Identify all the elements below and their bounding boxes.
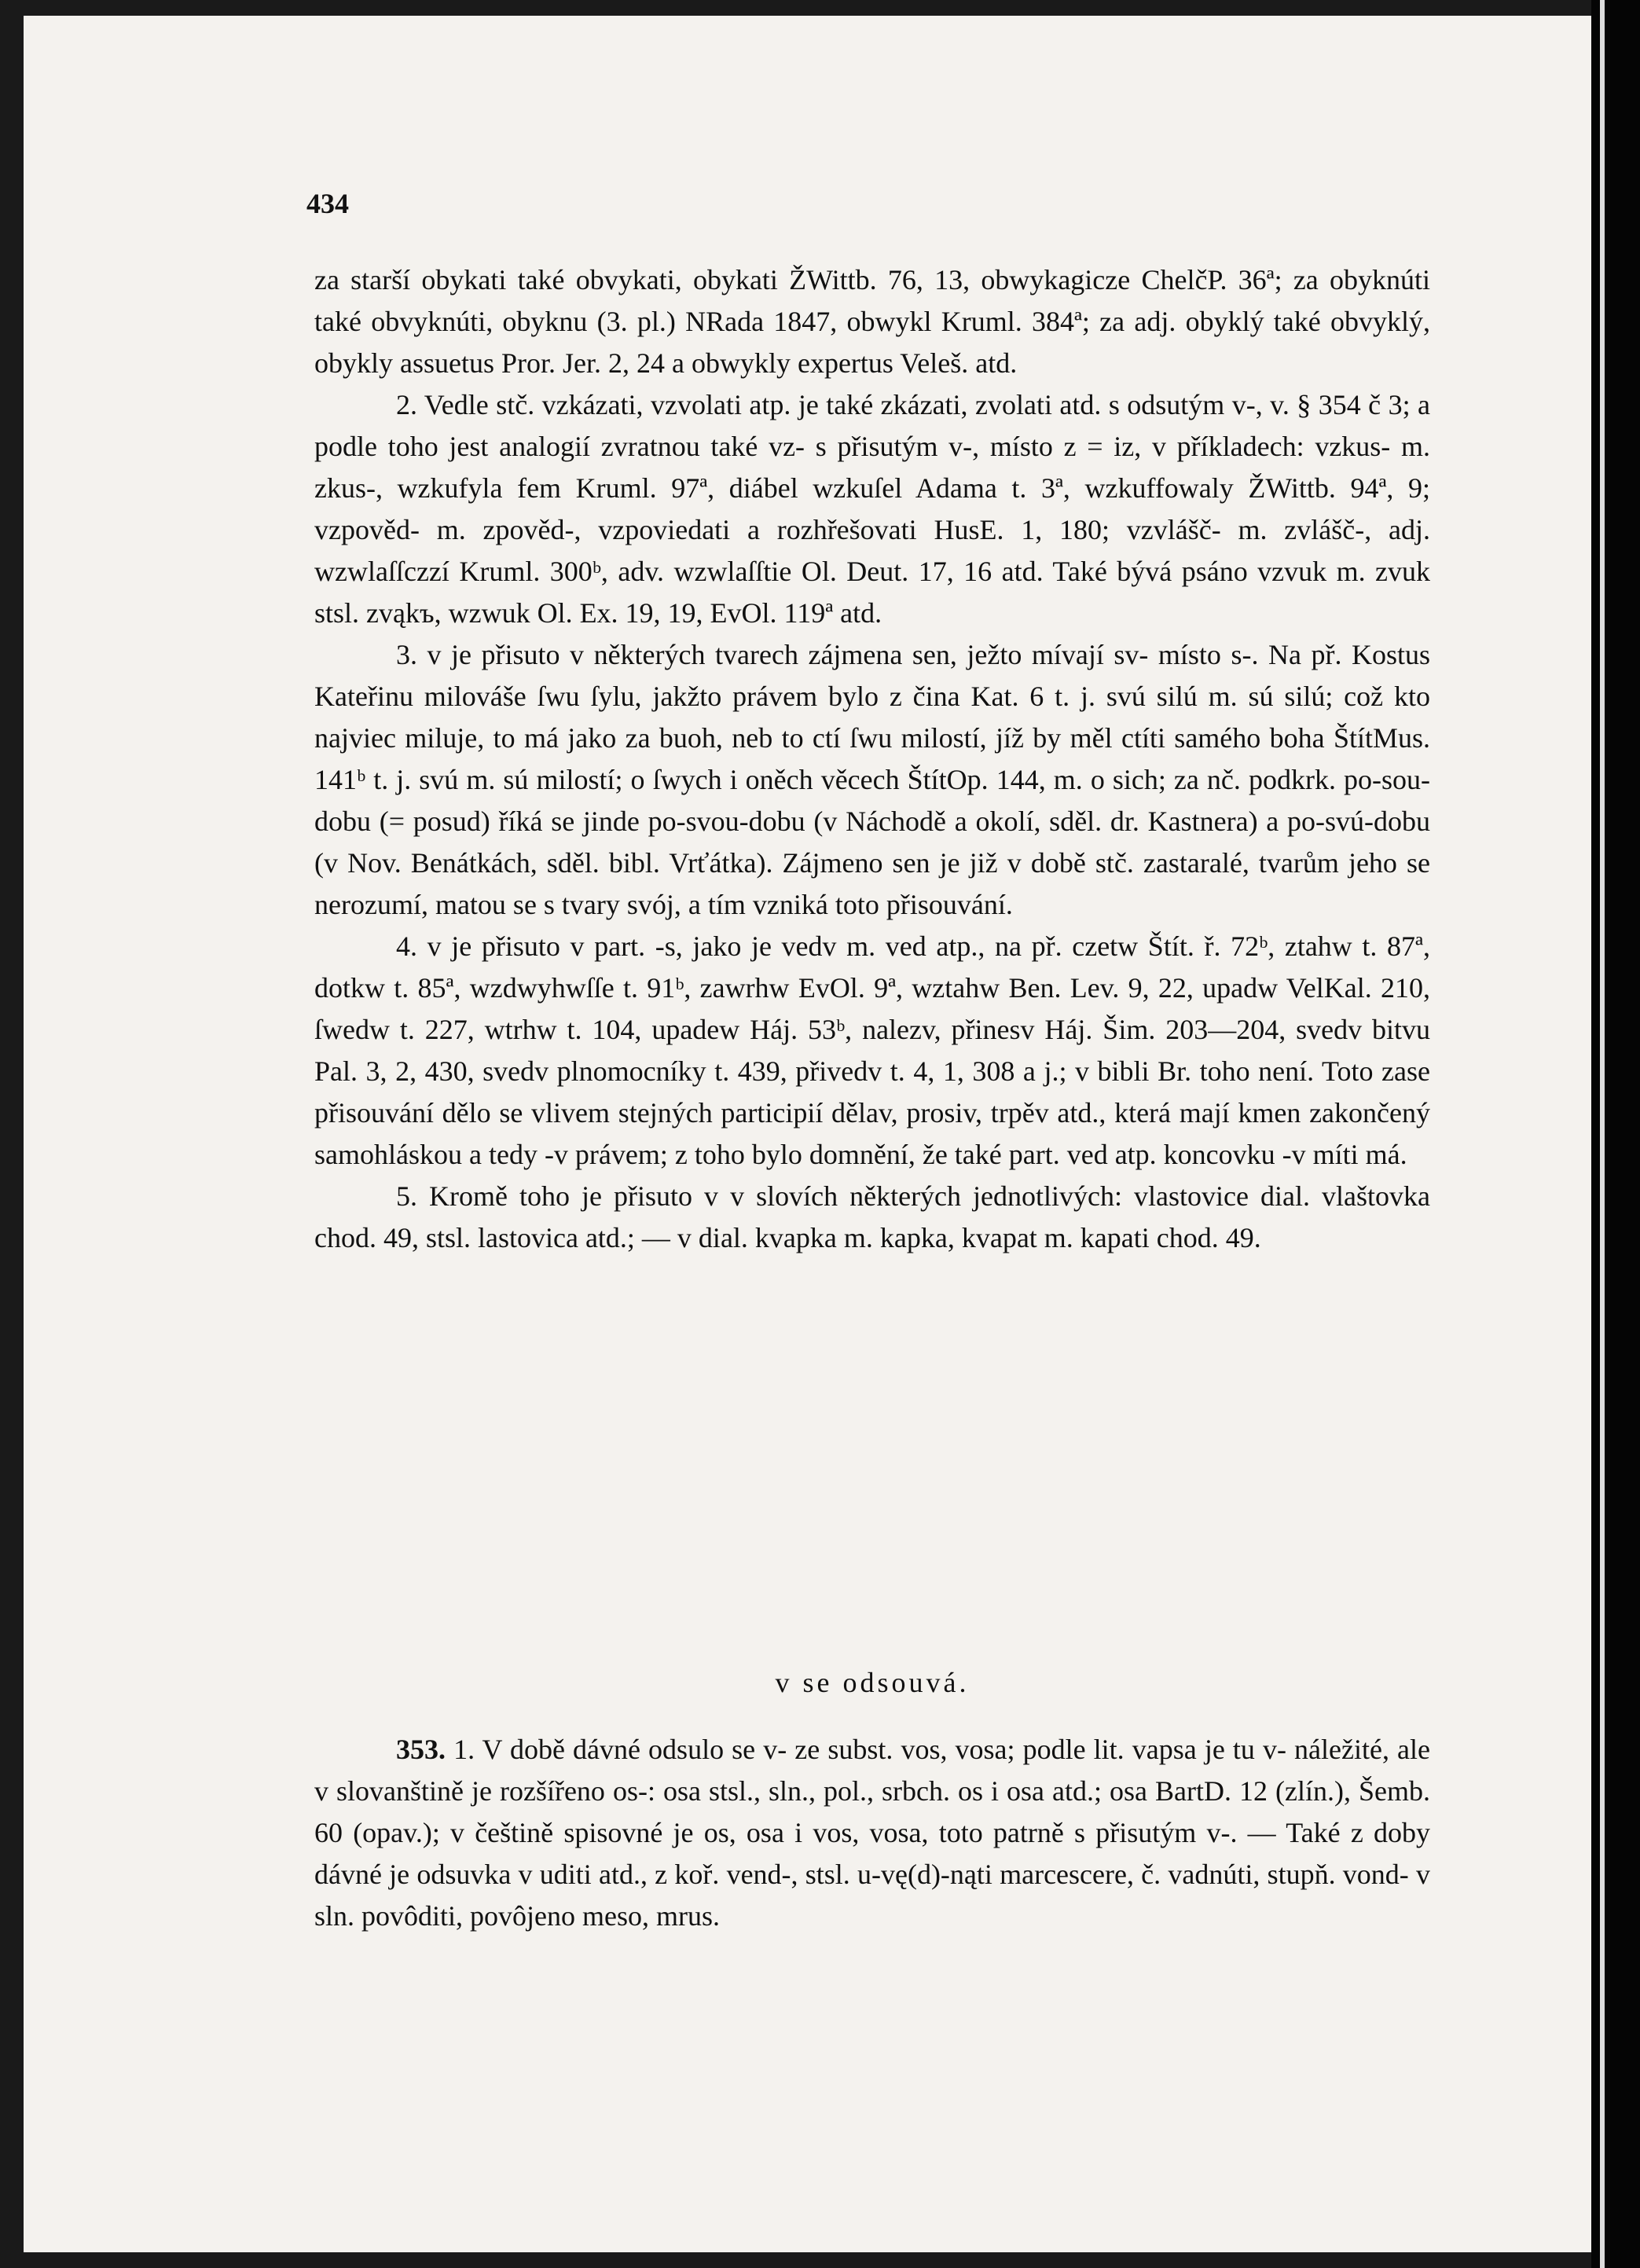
paragraph-3: 3. v je přisuto v některých tvarech zájmena sen, ježto mívají sv- místo s-. Na př. Kostus Kateřinu milováše ſwu ſylu, jakžto právem bylo z čina Kat. 6 t. j. svú silú m. sú silú; což kto najviec miluje, to má jako za buoh, neb to ctí ſwu milostí, jíž by měl ctíti samého boha ŠtítMus. 141ᵇ t. j. svú m. sú milostí; o ſwych i oněch věcech ŠtítOp. 144, m. o sich; za nč. podkrk. po-sou-dobu (= posud) říká se jinde po-svou-dobu (v Náchodě a okolí, sděl. dr. Kastnera) a po-svú-dobu (v Nov. Benátkách, sděl. bibl. Vrťátka). Zájmeno sen je již v době stč. zastaralé, tvarům jeho se nerozumí, matou se s tvary svój, a tím vzniká toto přisouvání. [314,639,1430,920]
paragraph-353-text: 1. V době dávné odsulo se v- ze subst. vos, vosa; podle lit. vapsa je tu v- náležité, ale v slovanštině je rozšířeno os-: osa stsl., sln., pol., srbch. os i osa atd.; osa BartD. 12 (zlín.), Šemb. 60 (opav.); v češtině spisovné je os, osa i vos, vosa, toto patrně s přisutým v-. — Také z doby dávné je odsuvka v uditi atd., z koř. vend-, stsl. u-vę(d)-nąti marcescere, č. vadnúti, stupň. vond- v sln. povôditi, povôjeno meso, mrus. [314,1734,1431,1932]
paragraph-353 [314,1729,1430,1937]
text-block-top [314,259,1430,1259]
page-number: 434 [306,188,349,219]
paragraph-4: 4. v je přisuto v part. -s, jako je vedv m. ved atp., na př. czetw Štít. ř. 72ᵇ, ztahw t. 87ª, dotkw t. 85ª, wzdwyhwſſe t. 91ᵇ, zawrhw EvOl. 9ª, wztahw Ben. Lev. 9, 22, upadw VelKal. 210, ſwedw t. 227, wtrhw t. 104, upadew Háj. 53ᵇ, nalezv, přinesv Háj. Šim. 203—204, svedv bitvu Pal. 3, 2, 430, svedv plnomocníky t. 439, přivedv t. 4, 1, 308 a j.; v bibli Br. toho není. Toto zase přisouvání dělo se vlivem stejných participií dělav, prosiv, trpěv atd., která mají kmen zakončený samohláskou a tedy -v právem; z toho bylo domnění, že také part. ved atp. koncovku -v míti má. [314,930,1430,1170]
section-heading: v se odsouvá. [775,1667,970,1698]
scan-border [1591,0,1640,2268]
paragraph-5: 5. Kromě toho je přisuto v v slovích některých jednotlivých: vlastovice dial. vlaštovka chod. 49, stsl. lastovica atd.; — v dial. kvapka m. kapka, kvapat m. kapati chod. 49. [314,1180,1430,1253]
page-edge [1600,0,1605,2268]
text-block-bottom [314,1729,1430,1937]
paragraph-1: za starší obykati také obvykati, obykati ŽWittb. 76, 13, obwykagicze ChelčP. 36ª; za obyknúti také obvyknúti, obyknu (3. pl.) NRada 1847, obwykl Kruml. 384ª; za adj. obyklý také obvyklý, obykly assuetus Pror. Jer. 2, 24 a obwykly expertus Veleš. atd. [314,264,1430,379]
paragraph-2: 2. Vedle stč. vzkázati, vzvolati atp. je také zkázati, zvolati atd. s odsutým v-, v. § 354 č 3; a podle toho jest analogií zvratnou také vz- s přisutým v-, místo z = iz, v příkladech: vzkus- m. zkus-, wzkufyla fem Kruml. 97ª, diábel wzkuſel Adama t. 3ª, wzkuffowaly ŽWittb. 94ª, 9; vzpověd- m. zpověd-, vzpoviedati a rozhřešovati HusE. 1, 180; vzvlášč- m. zvlášč-, adj. wzwlaſſczzí Kruml. 300ᵇ, adv. wzwlaſſtie Ol. Deut. 17, 16 atd. Také bývá psáno vzvuk m. zvuk stsl. zvąkъ, wzwuk Ol. Ex. 19, 19, EvOl. 119ª atd. [314,389,1430,629]
section-number: 353. [396,1734,446,1765]
